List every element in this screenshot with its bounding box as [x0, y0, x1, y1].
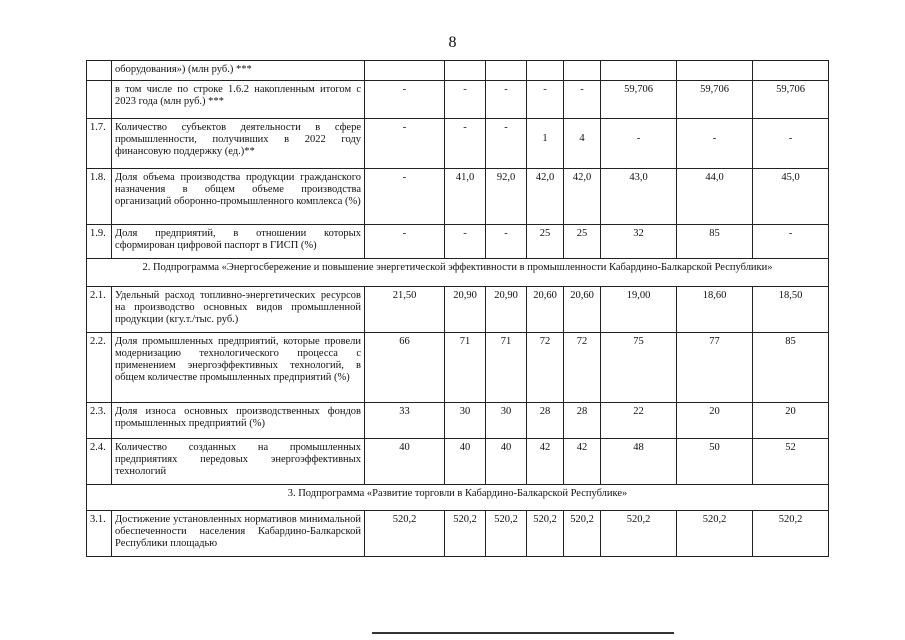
row-number: 2.1. [87, 287, 112, 333]
value-cell: 520,2 [365, 511, 445, 557]
value-cell: 20,90 [445, 287, 486, 333]
value-cell: - [486, 119, 527, 169]
value-cell: 520,2 [601, 511, 677, 557]
value-cell: 44,0 [677, 169, 753, 225]
indicator-name: Удельный расход топливно-энергетических ресурсов на производство основных видов промышленной продукции (кгу.т./тыс. руб.) [112, 287, 365, 333]
value-cell: 20,90 [486, 287, 527, 333]
value-cell: 1 [527, 119, 564, 169]
value-cell: 66 [365, 333, 445, 403]
value-cell: 22 [601, 403, 677, 439]
value-cell: 92,0 [486, 169, 527, 225]
indicator-name: Доля объема производства продукции гражданского назначения в общем объеме производства организаций оборонно-промышленного комплекса (%) [112, 169, 365, 225]
value-cell: - [365, 225, 445, 259]
indicator-name: Доля промышленных предприятий, которые провели модернизацию технологического процесса с применением энергоэффективных технологий, в общем количестве промышленных предприятий (%) [112, 333, 365, 403]
value-cell [445, 61, 486, 81]
value-cell [753, 61, 829, 81]
row-number: 2.4. [87, 439, 112, 485]
value-cell: 4 [564, 119, 601, 169]
value-cell: 42,0 [527, 169, 564, 225]
row-number: 1.8. [87, 169, 112, 225]
row-number [87, 61, 112, 81]
value-cell [365, 61, 445, 81]
value-cell: - [486, 81, 527, 119]
value-cell: 25 [564, 225, 601, 259]
value-cell: 77 [677, 333, 753, 403]
value-cell: 32 [601, 225, 677, 259]
value-cell: 18,60 [677, 287, 753, 333]
value-cell: 45,0 [753, 169, 829, 225]
table-row [87, 61, 829, 81]
value-cell: 28 [527, 403, 564, 439]
value-cell: 59,706 [601, 81, 677, 119]
value-cell: 30 [486, 403, 527, 439]
value-cell: 42,0 [564, 169, 601, 225]
table-row [87, 81, 829, 119]
value-cell: - [527, 81, 564, 119]
value-cell: 50 [677, 439, 753, 485]
value-cell: - [365, 81, 445, 119]
value-cell: 71 [445, 333, 486, 403]
value-cell: 40 [365, 439, 445, 485]
value-cell: 520,2 [486, 511, 527, 557]
row-number: 1.7. [87, 119, 112, 169]
value-cell: 42 [527, 439, 564, 485]
value-cell: 59,706 [753, 81, 829, 119]
value-cell: 25 [527, 225, 564, 259]
table-row [87, 333, 829, 403]
row-number: 1.9. [87, 225, 112, 259]
value-cell: 75 [601, 333, 677, 403]
row-number [87, 81, 112, 119]
value-cell: 30 [445, 403, 486, 439]
value-cell [486, 61, 527, 81]
subprogram-heading: 3. Подпрограмма «Развитие торговли в Кабардино-Балкарской Республике» [87, 485, 829, 511]
value-cell: 42 [564, 439, 601, 485]
value-cell: - [486, 225, 527, 259]
value-cell: 520,2 [564, 511, 601, 557]
value-cell: - [445, 81, 486, 119]
value-cell [601, 61, 677, 81]
value-cell: 520,2 [753, 511, 829, 557]
value-cell: 71 [486, 333, 527, 403]
value-cell: 28 [564, 403, 601, 439]
indicator-name: оборудования») (млн руб.) *** [112, 61, 365, 81]
value-cell: 520,2 [527, 511, 564, 557]
value-cell: - [753, 225, 829, 259]
value-cell: - [564, 81, 601, 119]
table-row [87, 403, 829, 439]
value-cell: 85 [753, 333, 829, 403]
value-cell: 72 [564, 333, 601, 403]
indicator-name: Достижение установленных нормативов минимальной обеспеченности населения Кабардино-Балкарской Республики площадью [112, 511, 365, 557]
value-cell: 19,00 [601, 287, 677, 333]
value-cell: 52 [753, 439, 829, 485]
value-cell: 40 [486, 439, 527, 485]
value-cell: 520,2 [677, 511, 753, 557]
value-cell: 85 [677, 225, 753, 259]
value-cell: - [365, 119, 445, 169]
indicator-name: Количество созданных на промышленных предприятиях передовых энергоэффективных технологий [112, 439, 365, 485]
value-cell: 20,60 [527, 287, 564, 333]
value-cell: 520,2 [445, 511, 486, 557]
section-header-row [87, 259, 829, 287]
indicator-name: в том числе по строке 1.6.2 накопленным итогом с 2023 года (млн руб.) *** [112, 81, 365, 119]
value-cell: - [753, 119, 829, 169]
table-row [87, 225, 829, 259]
value-cell: 40 [445, 439, 486, 485]
value-cell: 20,60 [564, 287, 601, 333]
value-cell: 20 [753, 403, 829, 439]
value-cell: - [601, 119, 677, 169]
indicator-name: Количество субъектов деятельности в сфере промышленности, получивших в 2022 году финансовую поддержку (ед.)** [112, 119, 365, 169]
value-cell: - [365, 169, 445, 225]
indicators-table [86, 60, 829, 557]
row-number: 3.1. [87, 511, 112, 557]
section-header-row [87, 485, 829, 511]
value-cell: 59,706 [677, 81, 753, 119]
row-number: 2.2. [87, 333, 112, 403]
value-cell: 72 [527, 333, 564, 403]
indicator-name: Доля износа основных производственных фондов промышленных предприятий (%) [112, 403, 365, 439]
value-cell: - [677, 119, 753, 169]
value-cell [564, 61, 601, 81]
row-number: 2.3. [87, 403, 112, 439]
value-cell: 21,50 [365, 287, 445, 333]
value-cell: 43,0 [601, 169, 677, 225]
value-cell [527, 61, 564, 81]
value-cell: 18,50 [753, 287, 829, 333]
subprogram-heading: 2. Подпрограмма «Энергосбережение и повышение энергетической эффективности в промышленности Кабардино-Балкарской Республики» [87, 259, 829, 287]
table-row [87, 439, 829, 485]
value-cell: 33 [365, 403, 445, 439]
value-cell [677, 61, 753, 81]
bottom-divider [372, 632, 674, 634]
page-number: 8 [448, 34, 457, 51]
value-cell: - [445, 119, 486, 169]
value-cell: 20 [677, 403, 753, 439]
table-row [87, 169, 829, 225]
value-cell: - [445, 225, 486, 259]
table-row [87, 511, 829, 557]
indicator-name: Доля предприятий, в отношении которых сформирован цифровой паспорт в ГИСП (%) [112, 225, 365, 259]
value-cell: 41,0 [445, 169, 486, 225]
value-cell: 48 [601, 439, 677, 485]
table-row [87, 287, 829, 333]
table-row [87, 119, 829, 169]
